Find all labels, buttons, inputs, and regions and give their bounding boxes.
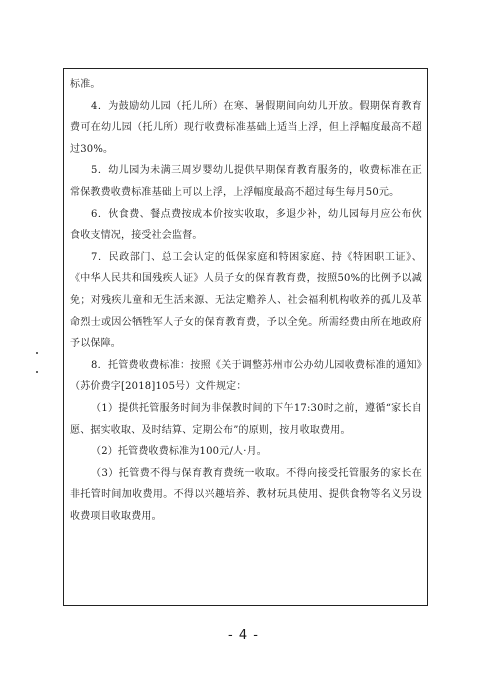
margin-mark (36, 352, 38, 354)
paragraph-item-7: 7．民政部门、总工会认定的低保家庭和特困家庭、持《特困职工证》、《中华人民共和国残疾人证》人员子女的保育教育费，按照50%的比例予以减免；对残疾儿童和无生活来源、无法定赡养人、社会福利机构收养的孤儿及革命烈士或因公牺牲军人子女的保育教育费，予以全免。所需经费由所在地政府予以保障。 (70, 251, 422, 350)
paragraph-item-5: 5．幼儿园为未满三周岁婴幼儿提供早期保育教育服务的，收费标准在正常保教费收费标准基础上可以上浮，上浮幅度最高不超过每生每月50元。 (70, 165, 422, 198)
paragraph-continuation: 标准。 (70, 79, 101, 90)
paragraph-item-6: 6．伙食费、餐点费按成本价按实收取，多退少补，幼儿园每月应公布伙食收支情况，接受社会监督。 (70, 208, 422, 242)
paragraph-item-4: 4．为鼓励幼儿园（托儿所）在寒、暑假期间向幼儿开放。假期保育教育费可在幼儿园（托儿所）现行收费标准基础上适当上浮，但上浮幅度最高不超过30%。 (70, 100, 422, 155)
document-body (70, 74, 422, 527)
paragraph-item-8: 8．托管费收费标准：按照《关于调整苏州市公办幼儿园收费标准的通知》（苏价费字[2018]105号）文件规定： (70, 359, 422, 393)
paragraph-subitem-1: （1）提供托管服务时间为非保教时间的下午17:30时之前，遵循“家长自愿、据实收取、及时结算、定期公布”的原则，按月收取费用。 (70, 402, 422, 436)
paragraph-subitem-3: （3）托管费不得与保育教育费统一收取。不得向接受托管服务的家长在非托管时间加收费用。不得以兴趣培养、教材玩具使用、提供食物等名义另设收费项目收取费用。 (70, 467, 422, 522)
margin-mark (36, 371, 38, 373)
paragraph-subitem-2: （2）托管费收费标准为100元/人·月。 (91, 446, 267, 458)
page-number: - 4 - (228, 628, 259, 643)
